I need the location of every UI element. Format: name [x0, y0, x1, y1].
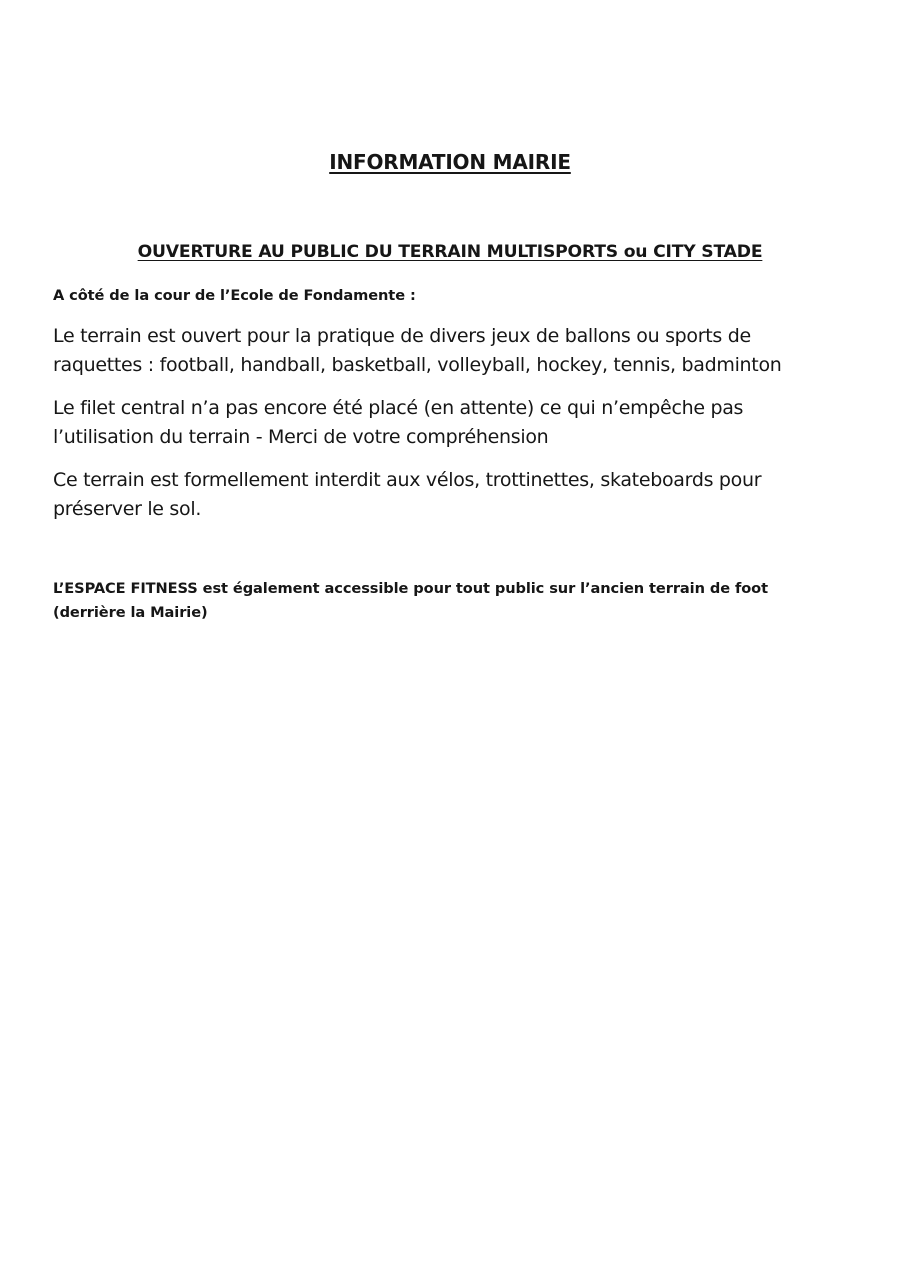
fitness-notice — [53, 577, 873, 625]
paragraph-net — [53, 394, 853, 452]
paragraph-line: Ce terrain est formellement interdit aux vélos, trottinettes, skateboards pour — [53, 469, 762, 491]
paragraph-line: préserver le sol. — [53, 498, 202, 520]
paragraph-line: Le terrain est ouvert pour la pratique de divers jeux de ballons ou sports de — [53, 325, 751, 347]
fitness-line: (derrière la Mairie) — [53, 604, 208, 621]
paragraph-prohibition — [53, 466, 853, 524]
section-subtitle: OUVERTURE AU PUBLIC DU TERRAIN MULTISPORTS ou CITY STADE — [137, 242, 763, 262]
paragraph-line: Le filet central n’a pas encore été placé (en attente) ce qui n’empêche pas — [53, 397, 744, 419]
paragraph-line: raquettes : football, handball, basketball, volleyball, hockey, tennis, badminton — [53, 354, 782, 376]
paragraph-usage — [53, 322, 853, 380]
paragraph-line: l’utilisation du terrain - Merci de votre compréhension — [53, 426, 549, 448]
location-label: A côté de la cour de l’Ecole de Fondamente : — [53, 287, 416, 304]
page-title: INFORMATION MAIRIE — [329, 150, 571, 174]
fitness-line: L’ESPACE FITNESS est également accessible pour tout public sur l’ancien terrain de foot — [53, 580, 768, 597]
